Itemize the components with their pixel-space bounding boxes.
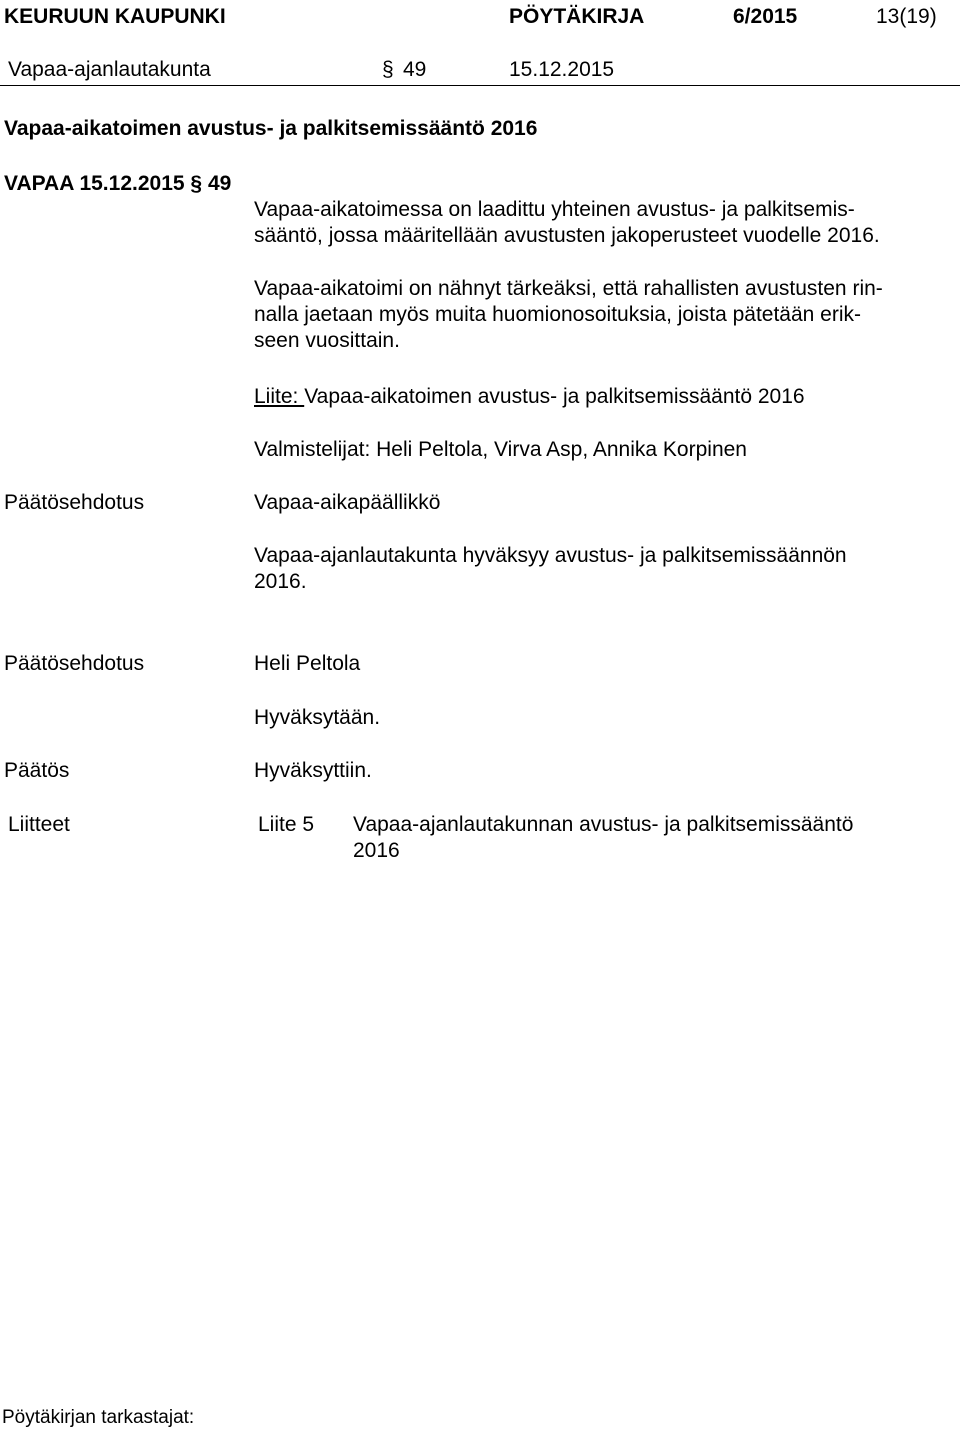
decision-label: Päätös: [4, 759, 70, 782]
proposal-text: [254, 543, 944, 595]
attachment-title: Vapaa-aikatoimen avustus- ja palkitsemissääntö 2016: [304, 385, 805, 408]
item-reference: [4, 171, 231, 197]
proposal-label: Päätösehdotus: [4, 652, 145, 675]
proposal-line: Vapaa-ajanlautakunta hyväksyy avustus- ja palkitsemissäännön: [254, 544, 847, 567]
decision-text: Hyväksyttiin.: [254, 759, 372, 782]
board-name: Vapaa-ajanlautakunta: [8, 58, 211, 81]
paragraph-line: Vapaa-aikatoimessa on laadittu yhteinen avustus- ja palkitsemis-: [254, 198, 855, 221]
inspectors-label: Pöytäkirjan tarkastajat:: [2, 1407, 195, 1428]
paragraph-line: sääntö, jossa määritellään avustusten jakoperusteet vuodelle 2016.: [254, 224, 880, 247]
reference-prefix: VAPAA 15.12.2015: [4, 172, 185, 195]
attachment-description-year: 2016: [353, 839, 400, 862]
proposal-presenter: Heli Peltola: [254, 652, 361, 675]
page-number: 13(19): [876, 5, 937, 28]
proposal-text: Hyväksytään.: [254, 706, 381, 729]
paragraph-line: nalla jaetaan myös muita huomionosoituksia, joista pätetään erik-: [254, 303, 862, 326]
attachment-label: Liite:: [254, 385, 305, 408]
item-title: Vapaa-aikatoimen avustus- ja palkitsemissääntö 2016: [4, 117, 538, 140]
attachments-label: Liitteet: [8, 813, 70, 836]
attachment-number: Liite 5: [258, 813, 315, 836]
paragraph-line: Vapaa-aikatoimi on nähnyt tärkeäksi, että rahallisten avustusten rin-: [254, 277, 883, 300]
meeting-date: 15.12.2015: [509, 58, 615, 81]
paragraph-1: [254, 197, 944, 249]
organization-name: KEURUUN KAUPUNKI: [4, 5, 226, 28]
preparers: Valmistelijat: Heli Peltola, Virva Asp, Annika Korpinen: [254, 438, 747, 461]
proposal-presenter: Vapaa-aikapäällikkö: [254, 491, 441, 514]
proposal-line: 2016.: [254, 570, 307, 593]
section-symbol: §: [382, 58, 394, 81]
document-number: 6/2015: [733, 5, 798, 28]
document-type: PÖYTÄKIRJA: [509, 5, 645, 28]
attachment-reference: [254, 384, 805, 410]
section-symbol-ref: §: [190, 172, 203, 195]
section-number: 49: [403, 58, 427, 81]
header-divider: [0, 85, 960, 86]
reference-number: 49: [207, 172, 232, 195]
paragraph-2: [254, 276, 944, 354]
proposal-label: Päätösehdotus: [4, 491, 145, 514]
attachment-description: Vapaa-ajanlautakunnan avustus- ja palkitsemissääntö: [353, 813, 854, 836]
paragraph-line: seen vuosittain.: [254, 329, 400, 352]
